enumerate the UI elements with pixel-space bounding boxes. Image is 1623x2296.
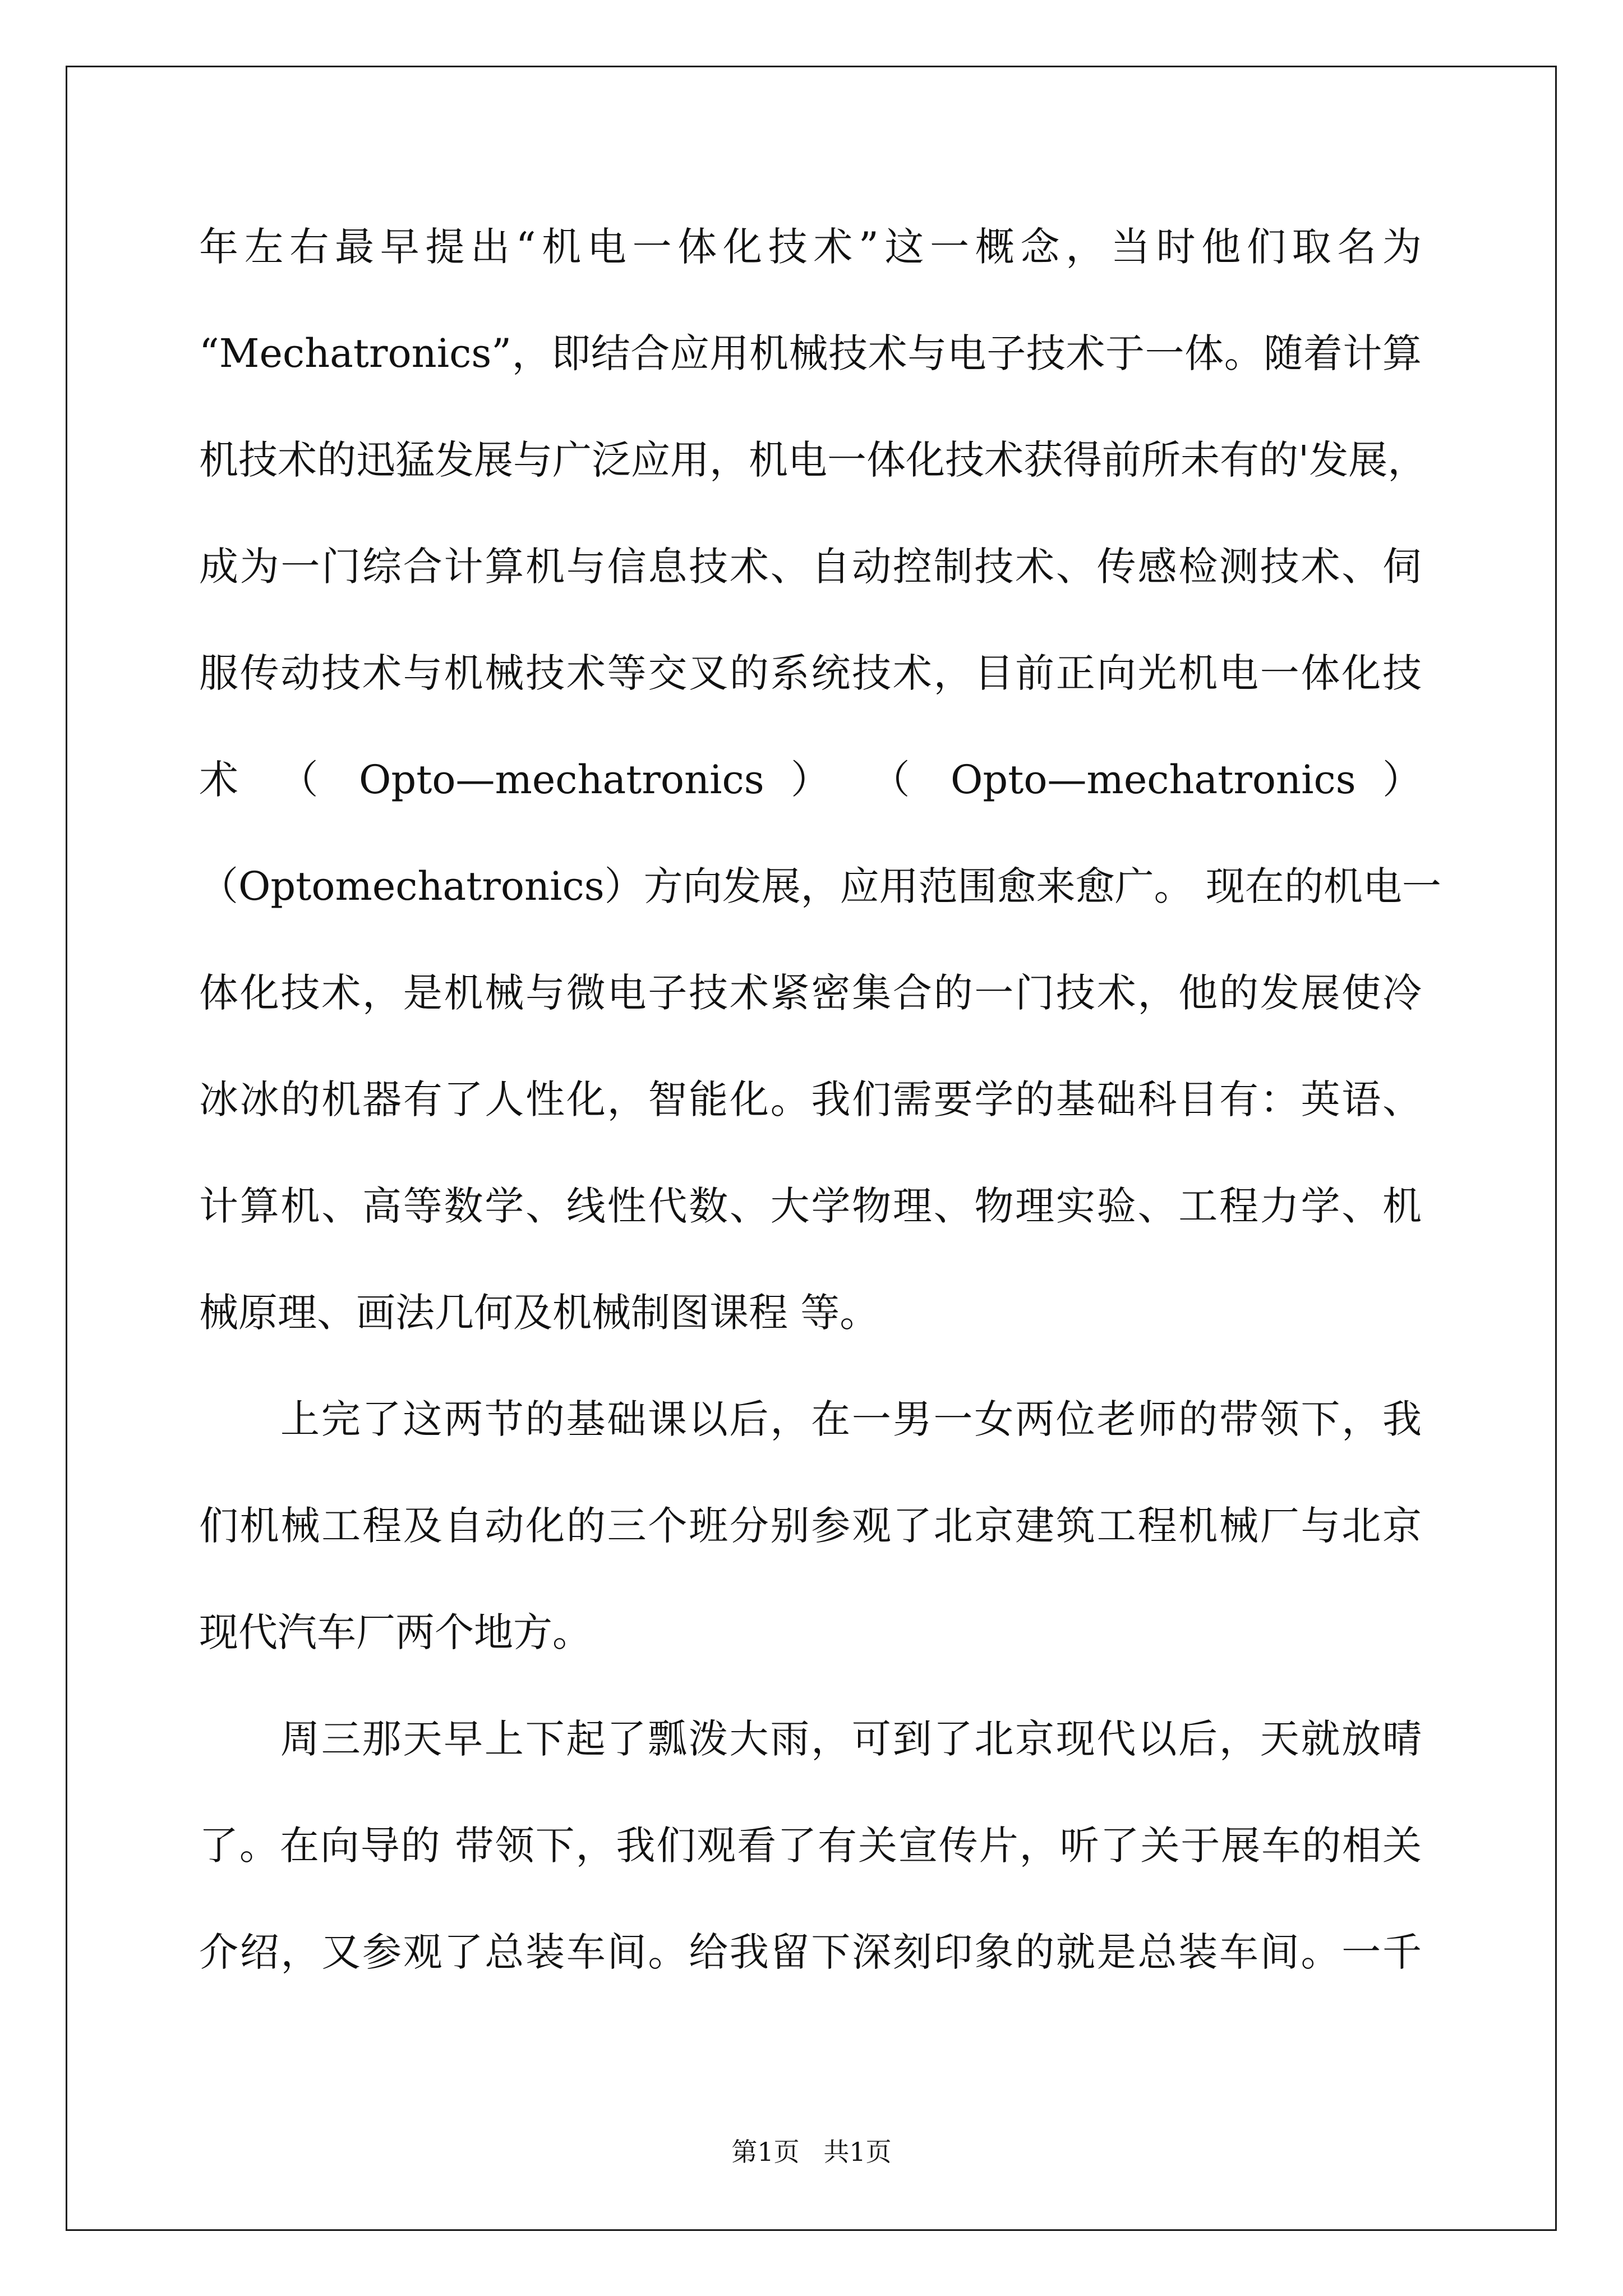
text-line: 械原理、画法几何及机械制图课程 等。 [199,1290,879,1336]
text-line: “Mechatronics”，即结合应用机械技术与电子技术于一体。随着计算 [199,330,1422,376]
text-line: 冰冰的机器有了人性化，智能化。我们需要学的基础科目有：英语、 [199,1076,1422,1122]
text-line: 计算机、高等数学、线性代数、大学物理、物理实验、工程力学、机 [199,1183,1422,1229]
text-line: 现代汽车厂两个地方。 [199,1609,592,1655]
page-footer [0,2132,1623,2169]
text-line: 服传动技术与机械技术等交叉的系统技术，目前正向光机电一体化技 [199,650,1422,696]
text-line: 体化技术，是机械与微电子技术紧密集合的一门技术，他的发展使冷 [199,970,1422,1016]
text-line: 术 （ Opto—mechatronics ） （ Opto—mechatronics ） [199,757,1422,803]
text-line: 了。在向导的 带领下，我们观看了有关宣传片，听了关于展车的相关 [199,1823,1422,1869]
page-total: 共1页 [823,2137,892,2167]
text-line: 介绍，又参观了总装车间。给我留下深刻印象的就是总装车间。一千 [199,1929,1422,1975]
text-line: 上完了这两节的基础课以后，在一男一女两位老师的带领下，我 [280,1396,1422,1442]
text-line: （Optomechatronics）方向发展，应用范围愈来愈广。 现在的机电一 [199,863,1441,909]
page-number: 第1页 [731,2137,800,2167]
text-line: 年左右最早提出“机电一体化技术”这一概念，当时他们取名为 [199,224,1422,270]
text-line: 周三那天早上下起了瓢泼大雨，可到了北京现代以后，天就放晴 [280,1716,1422,1762]
document-body [199,208,1441,2019]
text-line: 机技术的迅猛发展与广泛应用，机电一体化技术获得前所未有的'发展， [199,437,1427,483]
text-line: 成为一门综合计算机与信息技术、自动控制技术、传感检测技术、伺 [199,544,1422,590]
text-line: 们机械工程及自动化的三个班分别参观了北京建筑工程机械厂与北京 [199,1503,1422,1549]
